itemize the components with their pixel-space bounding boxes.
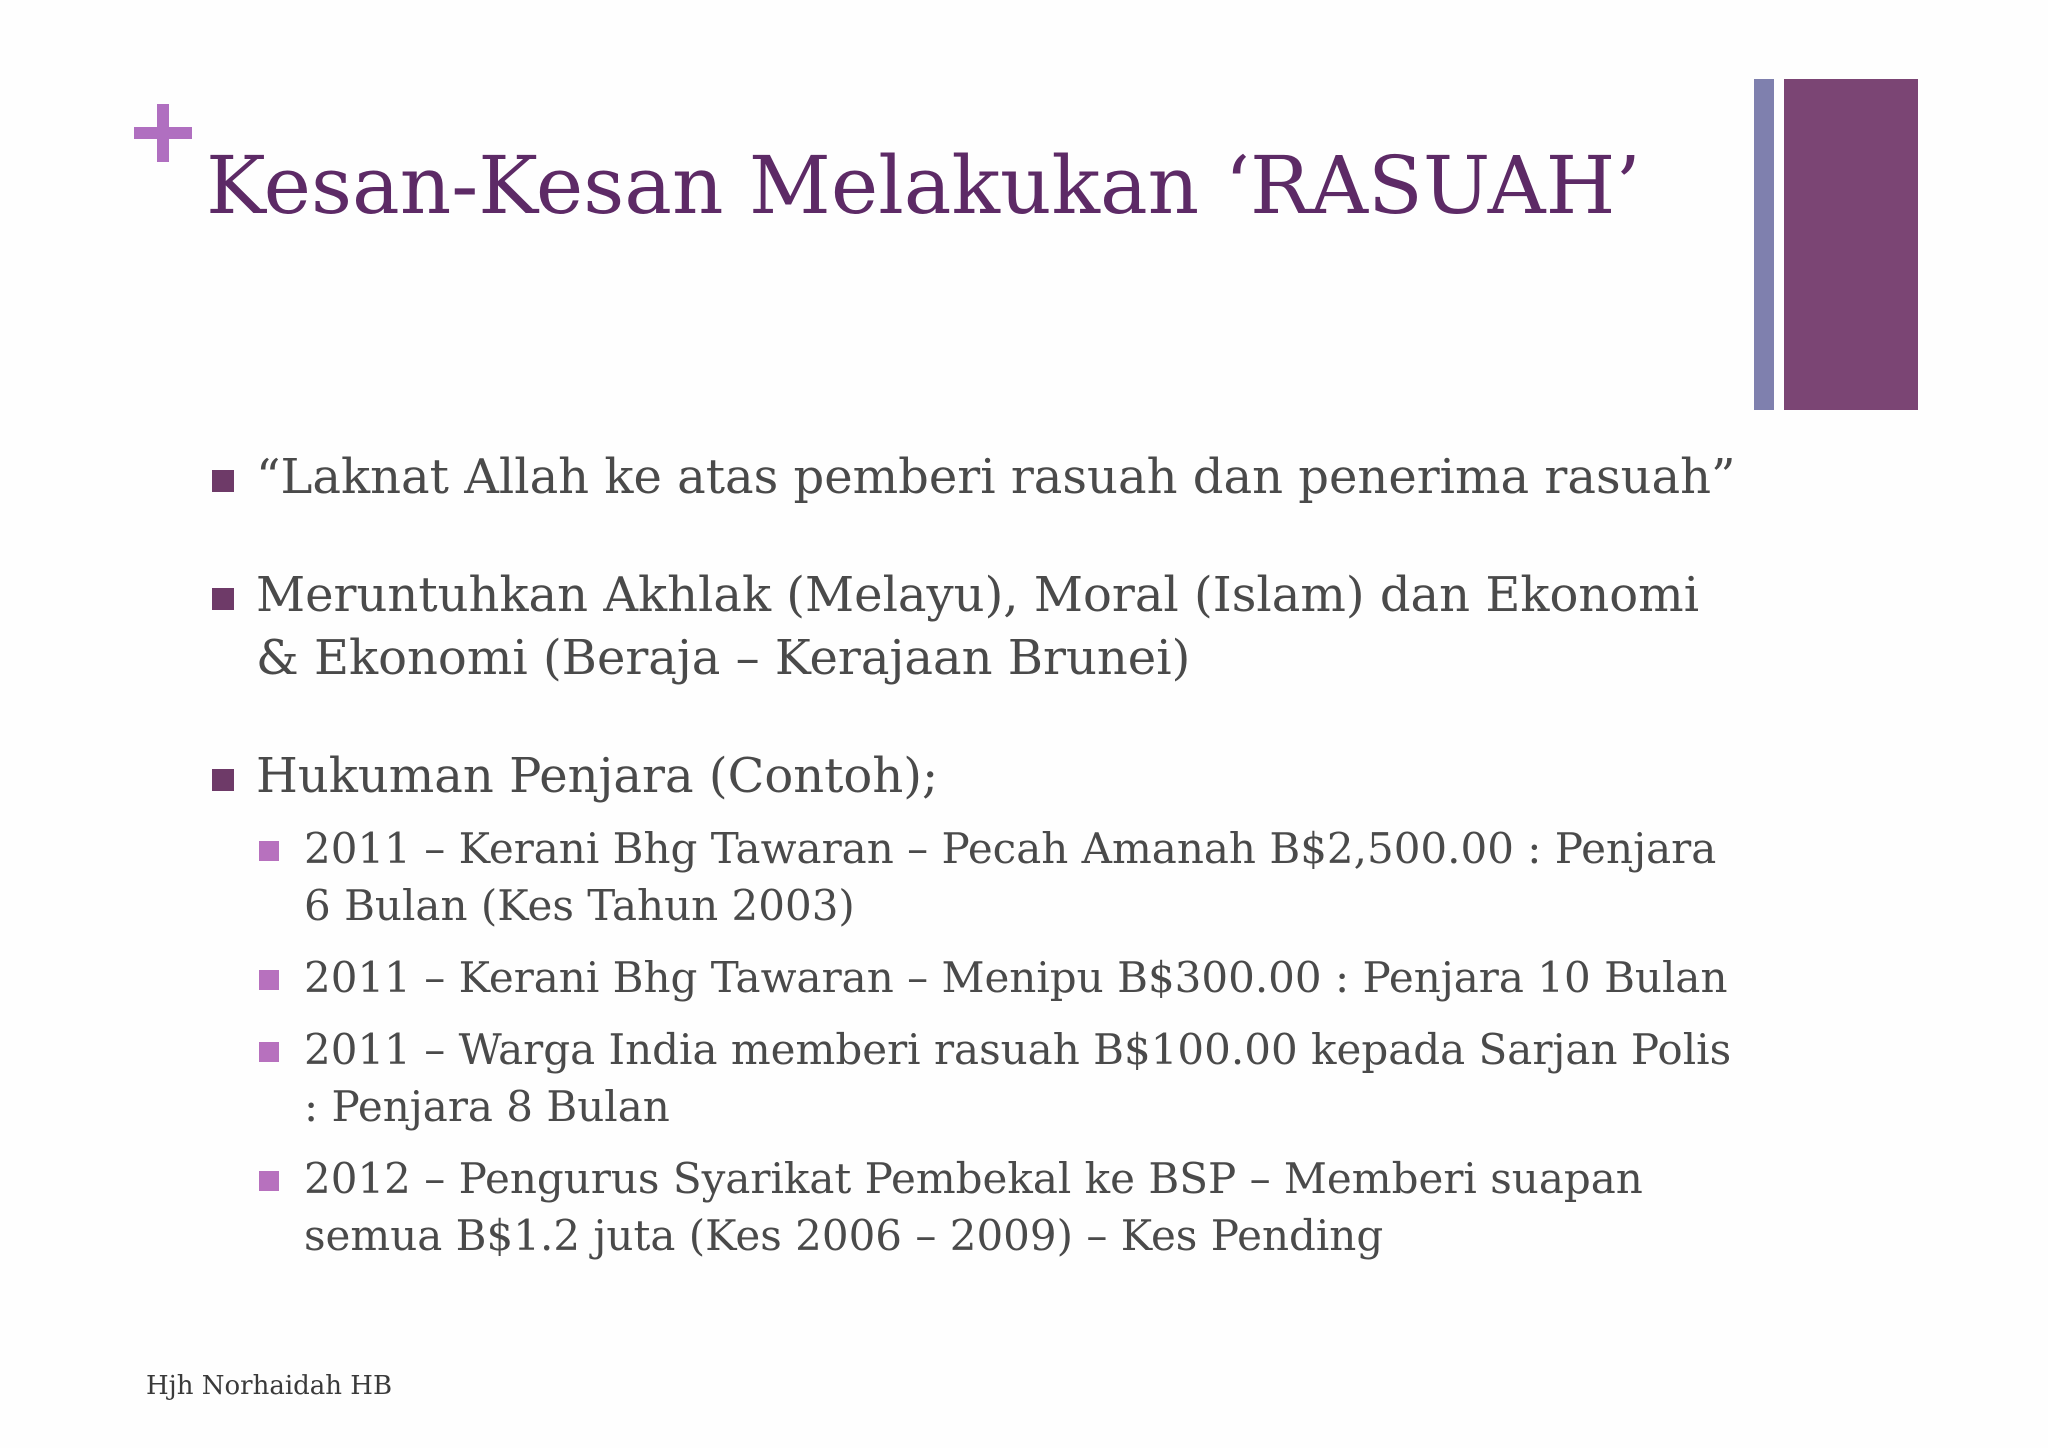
slide-title: Kesan-Kesan Melakukan ‘RASUAH’ bbox=[206, 139, 1641, 232]
sub-bullet-item bbox=[257, 820, 1750, 934]
sub-bullet-item bbox=[257, 1150, 1750, 1264]
footer-author: Hjh Norhaidah HB bbox=[146, 1371, 393, 1401]
plus-icon-vertical bbox=[157, 104, 169, 162]
bullet-list bbox=[210, 446, 1750, 1279]
bullet-text: “Laknat Allah ke atas pemberi rasuah dan penerima rasuah” bbox=[256, 449, 1736, 505]
sub-bullet-text: 2011 – Warga India memberi rasuah B$100.00 kepada Sarjan Polis : Penjara 8 Bulan bbox=[304, 1025, 1732, 1131]
bullet-text: Hukuman Penjara (Contoh); bbox=[256, 748, 939, 804]
decorative-bar-thin bbox=[1754, 79, 1774, 410]
sub-bullet-text: 2011 – Kerani Bhg Tawaran – Pecah Amanah B$2,500.00 : Penjara 6 Bulan (Kes Tahun 2003) bbox=[304, 824, 1717, 930]
sub-bullet-item bbox=[257, 1021, 1750, 1135]
square-bullet-icon bbox=[212, 588, 234, 610]
square-sub-bullet-icon bbox=[259, 1171, 279, 1191]
square-bullet-icon bbox=[212, 470, 234, 492]
sub-bullet-list bbox=[210, 820, 1750, 1264]
plus-icon bbox=[134, 104, 192, 162]
bullet-text: Meruntuhkan Akhlak (Melayu), Moral (Islam) dan Ekonomi & Ekonomi (Beraja – Kerajaan Brunei) bbox=[256, 567, 1700, 686]
square-sub-bullet-icon bbox=[259, 1042, 279, 1062]
square-bullet-icon bbox=[212, 769, 234, 791]
square-sub-bullet-icon bbox=[259, 841, 279, 861]
sub-bullet-text: 2011 – Kerani Bhg Tawaran – Menipu B$300.00 : Penjara 10 Bulan bbox=[304, 953, 1728, 1002]
sub-bullet-item bbox=[257, 949, 1750, 1006]
sub-bullet-text: 2012 – Pengurus Syarikat Pembekal ke BSP – Memberi suapan semua B$1.2 juta (Kes 2006 – 2009) – Kes Pending bbox=[304, 1154, 1643, 1260]
bullet-item bbox=[210, 446, 1750, 509]
bullet-item bbox=[210, 564, 1750, 690]
decorative-bar-wide bbox=[1784, 79, 1918, 410]
square-sub-bullet-icon bbox=[259, 970, 279, 990]
bullet-item bbox=[210, 745, 1750, 808]
